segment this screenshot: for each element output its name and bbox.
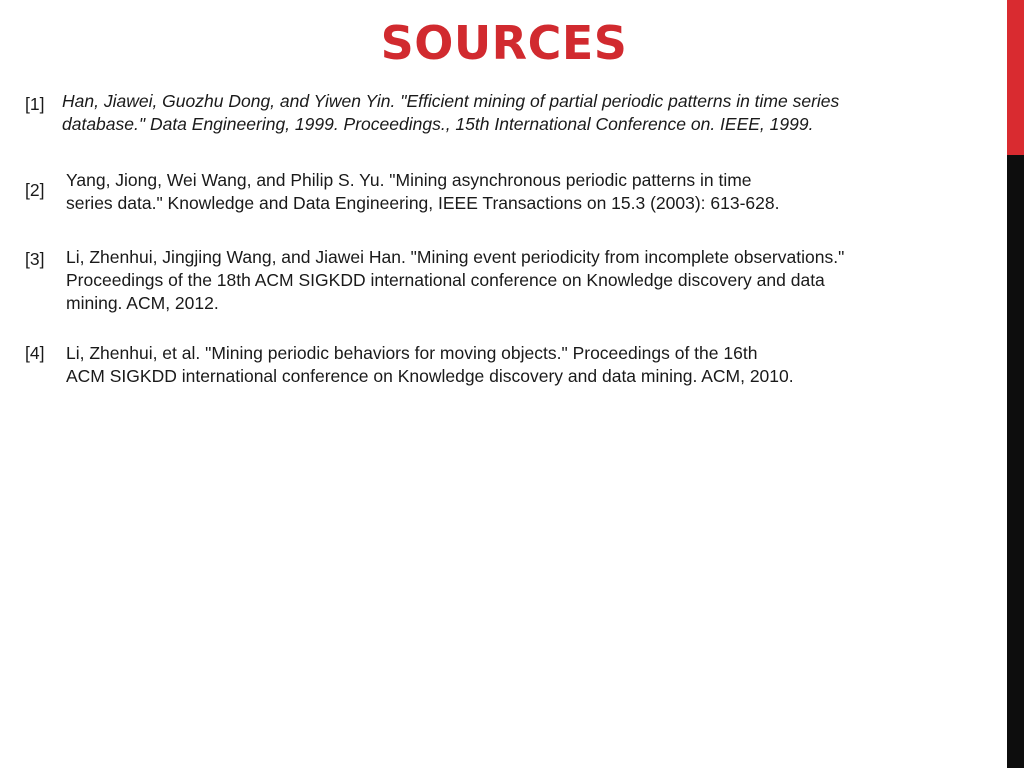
reference-line: Li, Zhenhui, et al. "Mining periodic behaviors for moving objects." Proceedings of the 16th xyxy=(66,343,758,363)
reference-line: Yang, Jiong, Wei Wang, and Philip S. Yu. "Mining asynchronous periodic patterns in time xyxy=(66,170,752,190)
reference-line: Li, Zhenhui, Jingjing Wang, and Jiawei Han. "Mining event periodicity from incomplete observations." xyxy=(66,247,845,267)
reference-line: mining. ACM, 2012. xyxy=(66,293,219,313)
reference-line: database." Data Engineering, 1999. Proceedings., 15th International Conference on. IEEE, 1999. xyxy=(62,114,814,134)
side-accent-bar-black xyxy=(1007,155,1024,768)
reference-line: Han, Jiawei, Guozhu Dong, and Yiwen Yin. "Efficient mining of partial periodic patterns in time series xyxy=(62,91,840,111)
reference-number: [3] xyxy=(25,249,45,269)
reference-number: [1] xyxy=(25,94,45,114)
reference-number: [2] xyxy=(25,180,45,200)
reference-line: ACM SIGKDD international conference on Knowledge discovery and data mining. ACM, 2010. xyxy=(66,366,794,386)
reference-text xyxy=(66,342,966,388)
reference-text xyxy=(66,169,966,215)
reference-text xyxy=(66,246,966,315)
slide-title: SOURCES xyxy=(380,16,628,70)
reference-line: Proceedings of the 18th ACM SIGKDD international conference on Knowledge discovery and data xyxy=(66,270,825,290)
side-accent-bar-red xyxy=(1007,0,1024,155)
reference-line: series data." Knowledge and Data Engineering, IEEE Transactions on 15.3 (2003): 613-628. xyxy=(66,193,780,213)
side-accent-bar xyxy=(1007,0,1024,768)
reference-number: [4] xyxy=(25,343,45,363)
reference-text xyxy=(62,90,962,136)
